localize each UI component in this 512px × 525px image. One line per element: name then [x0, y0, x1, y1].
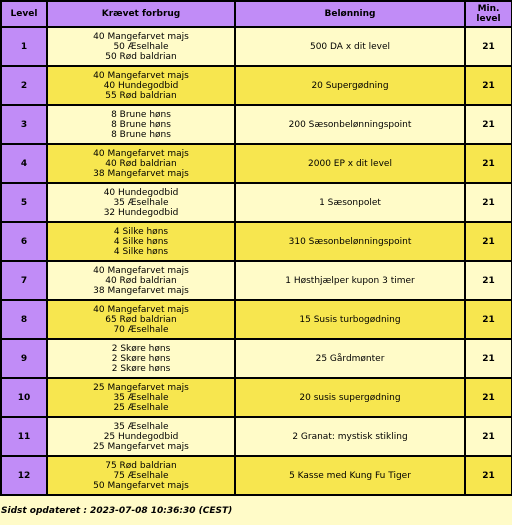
row-min-level: 21	[466, 301, 511, 338]
row-required	[48, 223, 234, 260]
row-reward: 15 Susis turbogødning	[236, 301, 464, 338]
table-body	[2, 28, 511, 494]
header-required: Krævet forbrug	[48, 2, 234, 26]
table-row	[2, 67, 511, 104]
required-item: 75 Æselhale	[113, 470, 169, 481]
table-row	[2, 379, 511, 416]
required-item: 38 Mangefarvet majs	[93, 168, 189, 179]
row-min-level: 21	[466, 379, 511, 416]
required-item: 35 Æselhale	[113, 421, 169, 432]
required-item: 2 Skøre høns	[111, 353, 171, 364]
row-reward: 20 Supergødning	[236, 67, 464, 104]
required-item: 50 Æselhale	[113, 41, 169, 52]
table-row	[2, 28, 511, 65]
required-item: 25 Æselhale	[113, 402, 169, 413]
row-min-level: 21	[466, 340, 511, 377]
required-item: 38 Mangefarvet majs	[93, 285, 189, 296]
last-updated-footer: Sidst opdateret : 2023-07-08 10:36:30 (CEST)	[1, 506, 233, 516]
row-reward: 2 Granat: mystisk stikling	[236, 418, 464, 455]
required-item: 40 Mangefarvet majs	[93, 148, 189, 159]
row-required	[48, 301, 234, 338]
row-level: 10	[2, 379, 46, 416]
required-item: 25 Hundegodbid	[103, 431, 179, 442]
required-item: 4 Silke høns	[113, 226, 169, 237]
row-level: 4	[2, 145, 46, 182]
row-reward: 1 Høsthjælper kupon 3 timer	[236, 262, 464, 299]
row-reward: 200 Sæsonbelønningspoint	[236, 106, 464, 143]
row-reward: 2000 EP x dit level	[236, 145, 464, 182]
required-item: 55 Rød baldrian	[105, 90, 177, 101]
table-row	[2, 106, 511, 143]
row-required	[48, 145, 234, 182]
required-item: 40 Mangefarvet majs	[93, 70, 189, 81]
row-min-level: 21	[466, 28, 511, 65]
required-item: 8 Brune høns	[111, 119, 171, 130]
row-reward: 1 Sæsonpolet	[236, 184, 464, 221]
required-item: 32 Hundegodbid	[103, 207, 179, 218]
table-row	[2, 301, 511, 338]
row-required	[48, 106, 234, 143]
row-reward: 500 DA x dit level	[236, 28, 464, 65]
header-level: Level	[2, 2, 46, 26]
row-required	[48, 418, 234, 455]
row-level: 7	[2, 262, 46, 299]
row-reward: 20 susis supergødning	[236, 379, 464, 416]
required-item: 35 Æselhale	[113, 392, 169, 403]
table-row	[2, 340, 511, 377]
header-min-level-line-1: Min.	[477, 4, 500, 14]
table-row	[2, 262, 511, 299]
required-item: 40 Hundegodbid	[103, 80, 179, 91]
row-level: 9	[2, 340, 46, 377]
required-item: 75 Rød baldrian	[105, 460, 177, 471]
required-item: 4 Silke høns	[113, 246, 169, 257]
row-level: 1	[2, 28, 46, 65]
required-item: 8 Brune høns	[111, 129, 171, 140]
row-level: 12	[2, 457, 46, 494]
row-min-level: 21	[466, 145, 511, 182]
row-level: 6	[2, 223, 46, 260]
row-reward: 310 Sæsonbelønningspoint	[236, 223, 464, 260]
required-item: 2 Skøre høns	[111, 343, 171, 354]
row-level: 8	[2, 301, 46, 338]
required-item: 2 Skøre høns	[111, 363, 171, 374]
table-row	[2, 223, 511, 260]
required-item: 70 Æselhale	[113, 324, 169, 335]
table-row	[2, 184, 511, 221]
row-min-level: 21	[466, 223, 511, 260]
row-required	[48, 67, 234, 104]
required-item: 40 Rød baldrian	[105, 158, 177, 169]
row-level: 5	[2, 184, 46, 221]
required-item: 40 Hundegodbid	[103, 187, 179, 198]
required-item: 35 Æselhale	[113, 197, 169, 208]
header-min-level-line-2: level	[476, 14, 501, 24]
row-reward: 25 Gårdmønter	[236, 340, 464, 377]
required-item: 8 Brune høns	[111, 109, 171, 120]
required-item: 40 Mangefarvet majs	[93, 31, 189, 42]
table-row	[2, 145, 511, 182]
table-row	[2, 418, 511, 455]
required-item: 40 Mangefarvet majs	[93, 304, 189, 315]
row-required	[48, 379, 234, 416]
row-min-level: 21	[466, 262, 511, 299]
row-min-level: 21	[466, 184, 511, 221]
required-item: 4 Silke høns	[113, 236, 169, 247]
required-item: 40 Rød baldrian	[105, 275, 177, 286]
row-min-level: 21	[466, 418, 511, 455]
header-reward: Belønning	[236, 2, 464, 26]
required-item: 25 Mangefarvet majs	[93, 382, 189, 393]
row-level: 11	[2, 418, 46, 455]
row-required	[48, 184, 234, 221]
required-item: 50 Rød baldrian	[105, 51, 177, 62]
row-level: 3	[2, 106, 46, 143]
header-min-level	[466, 2, 511, 26]
required-item: 25 Mangefarvet majs	[93, 441, 189, 452]
row-level: 2	[2, 67, 46, 104]
table-header-row	[2, 2, 511, 26]
row-required	[48, 340, 234, 377]
required-item: 40 Mangefarvet majs	[93, 265, 189, 276]
required-item: 50 Mangefarvet majs	[93, 480, 189, 491]
row-min-level: 21	[466, 67, 511, 104]
row-min-level: 21	[466, 457, 511, 494]
row-min-level: 21	[466, 106, 511, 143]
table-row	[2, 457, 511, 494]
row-reward: 5 Kasse med Kung Fu Tiger	[236, 457, 464, 494]
required-item: 65 Rød baldrian	[105, 314, 177, 325]
row-required	[48, 457, 234, 494]
row-required	[48, 262, 234, 299]
row-required	[48, 28, 234, 65]
